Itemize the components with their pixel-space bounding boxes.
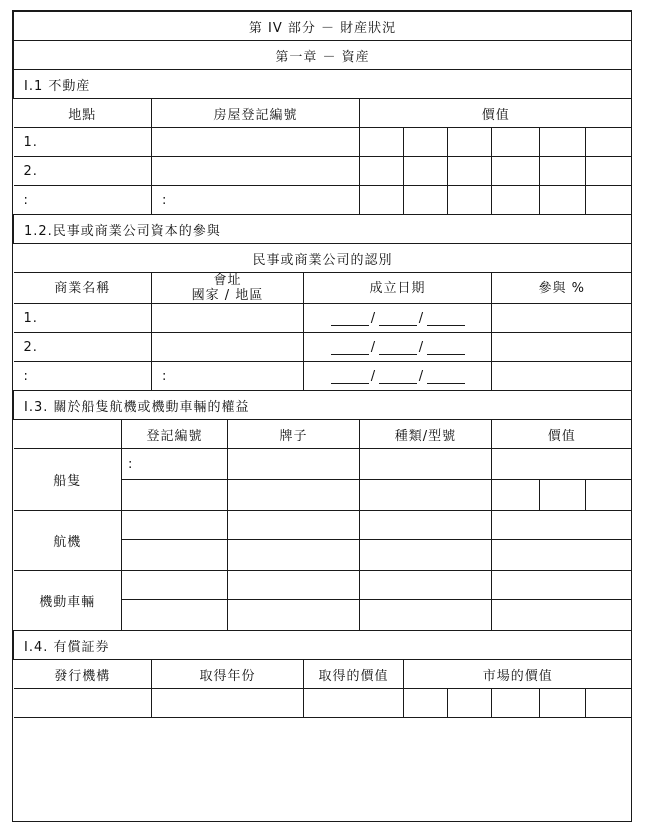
cell-value-1-d4[interactable] xyxy=(492,128,540,157)
document-title: 第 IV 部分 － 財産狀況 xyxy=(14,12,632,41)
column-header-market-value: 市場的價值 xyxy=(404,660,632,689)
cell-motor-vehicle-value[interactable] xyxy=(492,571,632,600)
cell-address-1[interactable] xyxy=(152,304,304,333)
cell-property-registration-number-2[interactable] xyxy=(152,157,360,186)
cell-aircraft-value[interactable] xyxy=(492,511,632,540)
cell-market-value-d5[interactable] xyxy=(586,689,632,718)
column-header-acquisition-year: 取得年份 xyxy=(152,660,304,689)
row-index-2: 2. xyxy=(14,157,152,186)
cell-aircraft-brand[interactable] xyxy=(228,511,360,540)
section-14-header-row xyxy=(14,660,632,689)
cell-value-1-d1[interactable] xyxy=(360,128,404,157)
asset-declaration-form xyxy=(13,11,632,762)
cell-vessel-value-d3[interactable] xyxy=(586,480,632,511)
column-header-vehicle-value: 價值 xyxy=(492,420,632,449)
cell-value-2-d1[interactable] xyxy=(360,157,404,186)
column-header-incorporation-date: 成立日期 xyxy=(304,273,492,304)
table-row[interactable] xyxy=(14,128,632,157)
cell-property-registration-number-1[interactable] xyxy=(152,128,360,157)
date-blank-month-1[interactable] xyxy=(379,313,417,326)
table-row-aircraft[interactable] xyxy=(14,511,632,540)
cell-value-1-d6[interactable] xyxy=(586,128,632,157)
cell-motor-vehicle-registration-number[interactable] xyxy=(122,571,228,600)
table-row[interactable] xyxy=(14,333,632,362)
cell-value-3-d5[interactable] xyxy=(540,186,586,215)
row-index-1: 1. xyxy=(14,128,152,157)
section-14-heading: I.4. 有償証券 xyxy=(14,631,632,660)
table-row-blank[interactable] xyxy=(14,718,632,763)
section-11-heading-row xyxy=(14,70,632,99)
section-11-header-row xyxy=(14,99,632,128)
cell-property-registration-number-continued[interactable]: : xyxy=(152,186,360,215)
section-12-subheading: 民事或商業公司的認別 xyxy=(14,244,632,273)
cell-value-2-d5[interactable] xyxy=(540,157,586,186)
row-index-continued: : xyxy=(14,362,152,391)
cell-aircraft-registration-number[interactable] xyxy=(122,511,228,540)
column-header-address xyxy=(152,273,304,304)
cell-incorporation-date-1[interactable]: / / xyxy=(304,304,492,333)
column-header-property-registration-number: 房屋登記編號 xyxy=(152,99,360,128)
section-12-header-row xyxy=(14,273,632,304)
cell-incorporation-date-2[interactable]: / / xyxy=(304,333,492,362)
cell-participation-2[interactable] xyxy=(492,333,632,362)
cell-motor-vehicle-type-model[interactable] xyxy=(360,571,492,600)
date-blank-year-3[interactable] xyxy=(427,371,465,384)
row-index-1: 1. xyxy=(14,304,152,333)
column-header-registration-number: 登記編號 xyxy=(122,420,228,449)
cell-aircraft-registration-number-2[interactable] xyxy=(122,540,228,571)
section-11-heading: I.1 不動産 xyxy=(14,70,632,99)
date-blank-month-3[interactable] xyxy=(379,371,417,384)
date-blank-day-2[interactable] xyxy=(331,342,369,355)
row-label-aircraft: 航機 xyxy=(14,511,122,571)
cell-vessel-registration-number-2[interactable] xyxy=(122,480,228,511)
date-blank-day-1[interactable] xyxy=(331,313,369,326)
column-header-business-name: 商業名稱 xyxy=(14,273,152,304)
cell-incorporation-date-continued[interactable]: / / xyxy=(304,362,492,391)
row-label-vessel: 船隻 xyxy=(14,449,122,511)
cell-value-2-d2[interactable] xyxy=(404,157,448,186)
column-header-location: 地點 xyxy=(14,99,152,128)
cell-market-value-d2[interactable] xyxy=(448,689,492,718)
cell-aircraft-type-model[interactable] xyxy=(360,511,492,540)
cell-value-3-d6[interactable] xyxy=(586,186,632,215)
column-header-brand: 牌子 xyxy=(228,420,360,449)
column-header-participation-percent: 參與 % xyxy=(492,273,632,304)
cell-motor-vehicle-brand-2[interactable] xyxy=(228,600,360,631)
cell-participation-1[interactable] xyxy=(492,304,632,333)
chapter-title: 第一章 － 資産 xyxy=(14,41,632,70)
cell-participation-continued[interactable] xyxy=(492,362,632,391)
cell-value-2-d3[interactable] xyxy=(448,157,492,186)
section-14-heading-row xyxy=(14,631,632,660)
table-row[interactable] xyxy=(14,362,632,391)
date-blank-year-1[interactable] xyxy=(427,313,465,326)
cell-acquisition-year-1[interactable] xyxy=(152,689,304,718)
cell-vessel-brand[interactable] xyxy=(228,449,360,480)
column-header-value: 價值 xyxy=(360,99,632,128)
cell-vessel-brand-2[interactable] xyxy=(228,480,360,511)
cell-address-2[interactable] xyxy=(152,333,304,362)
cell-vessel-type-model-2[interactable] xyxy=(360,480,492,511)
cell-aircraft-brand-2[interactable] xyxy=(228,540,360,571)
cell-vessel-value-d2[interactable] xyxy=(540,480,586,511)
column-header-address-line1: 會址 xyxy=(213,273,242,288)
cell-value-3-d1[interactable] xyxy=(360,186,404,215)
table-row-motor-vehicle[interactable] xyxy=(14,571,632,600)
form-sheet xyxy=(12,10,632,822)
cell-blank-footer[interactable] xyxy=(14,718,632,763)
section-12-subheading-row xyxy=(14,244,632,273)
cell-vessel-type-model[interactable] xyxy=(360,449,492,480)
section-13-header-row xyxy=(14,420,632,449)
cell-issuing-institution-1[interactable] xyxy=(14,689,152,718)
cell-market-value-d3[interactable] xyxy=(492,689,540,718)
table-row[interactable] xyxy=(14,186,632,215)
cell-value-3-d2[interactable] xyxy=(404,186,448,215)
cell-value-1-d3[interactable] xyxy=(448,128,492,157)
column-header-acquisition-value: 取得的價值 xyxy=(304,660,404,689)
table-row-vessel[interactable] xyxy=(14,449,632,480)
cell-aircraft-type-model-2[interactable] xyxy=(360,540,492,571)
cell-motor-vehicle-registration-number-2[interactable] xyxy=(122,600,228,631)
section-12-heading-row xyxy=(14,215,632,244)
cell-value-3-d4[interactable] xyxy=(492,186,540,215)
cell-market-value-d4[interactable] xyxy=(540,689,586,718)
date-blank-year-2[interactable] xyxy=(427,342,465,355)
cell-aircraft-value-2[interactable] xyxy=(492,540,632,571)
cell-motor-vehicle-brand[interactable] xyxy=(228,571,360,600)
cell-acquisition-value-1[interactable] xyxy=(304,689,404,718)
column-header-issuing-institution: 發行機構 xyxy=(14,660,152,689)
cell-value-2-d6[interactable] xyxy=(586,157,632,186)
row-label-spacer xyxy=(14,420,122,449)
cell-motor-vehicle-type-model-2[interactable] xyxy=(360,600,492,631)
cell-value-1-d2[interactable] xyxy=(404,128,448,157)
cell-vessel-value-top[interactable] xyxy=(492,449,632,480)
cell-address-continued[interactable]: : xyxy=(152,362,304,391)
date-blank-month-2[interactable] xyxy=(379,342,417,355)
chapter-title-row xyxy=(14,41,632,70)
row-index-2: 2. xyxy=(14,333,152,362)
cell-value-1-d5[interactable] xyxy=(540,128,586,157)
section-12-heading: 1.2.民事或商業公司資本的參與 xyxy=(14,215,632,244)
cell-vessel-value-d1[interactable] xyxy=(492,480,540,511)
section-13-heading: I.3. 關於船隻航機或機動車輛的權益 xyxy=(14,391,632,420)
cell-vessel-registration-number[interactable]: : xyxy=(122,449,228,480)
section-13-heading-row xyxy=(14,391,632,420)
cell-value-3-d3[interactable] xyxy=(448,186,492,215)
cell-market-value-d1[interactable] xyxy=(404,689,448,718)
column-header-address-line2: 國家 / 地區 xyxy=(191,288,264,303)
document-title-row xyxy=(14,12,632,41)
cell-value-2-d4[interactable] xyxy=(492,157,540,186)
table-row[interactable] xyxy=(14,304,632,333)
cell-motor-vehicle-value-2[interactable] xyxy=(492,600,632,631)
table-row[interactable] xyxy=(14,157,632,186)
row-index-continued: : xyxy=(14,186,152,215)
column-header-type-model: 種類/型號 xyxy=(360,420,492,449)
table-row[interactable] xyxy=(14,689,632,718)
row-label-motor-vehicle: 機動車輛 xyxy=(14,571,122,631)
date-blank-day-3[interactable] xyxy=(331,371,369,384)
